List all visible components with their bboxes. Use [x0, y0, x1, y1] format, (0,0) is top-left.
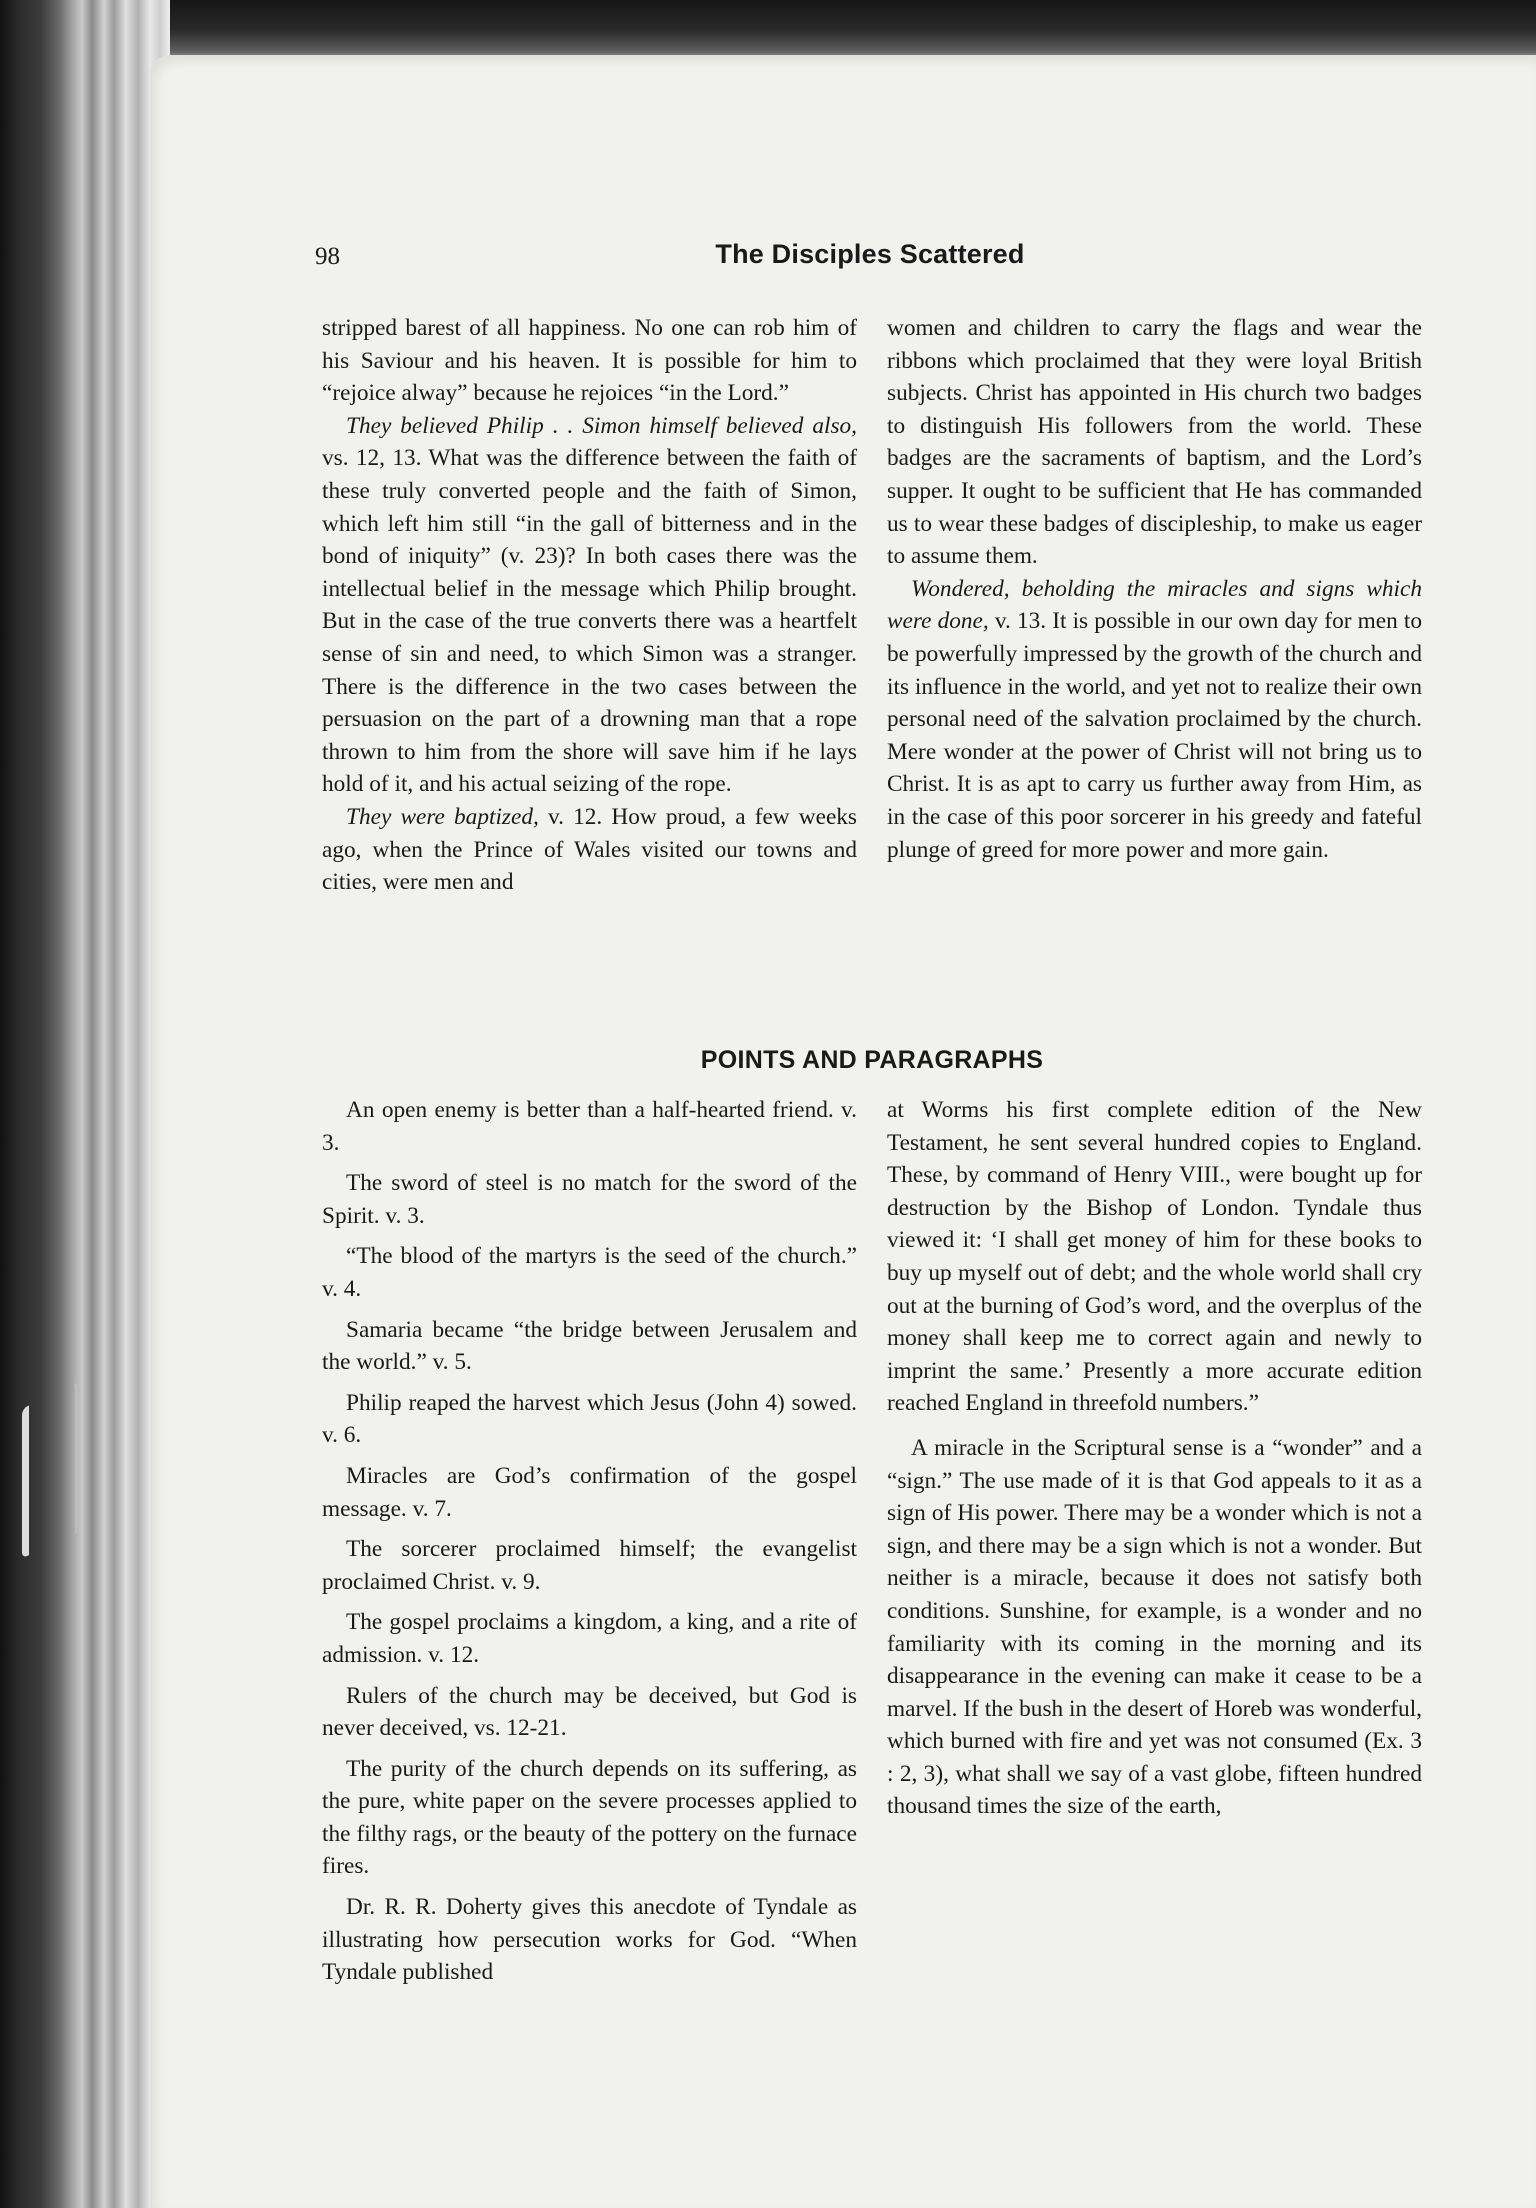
right-column-points	[887, 1094, 1422, 1823]
point-item: Miracles are God’s confirmation of the gospel message. v. 7.	[322, 1462, 857, 1522]
commentary-paragraph	[322, 801, 857, 899]
commentary-paragraph	[887, 573, 1422, 866]
left-column-points	[322, 1094, 857, 1997]
commentary-text: v. 13. It is possible in our own day for men to be powerfully impressed by the growth of the church and its influence in the world, and yet not to realize their own personal need of the salvation proclaimed by the church. Mere wonder at the power of Christ will not bring us to Christ. It is as apt to carry us further away from Him, as in the case of this poor sorcerer in his greedy and fateful plunge of greed for more power and more gain.	[887, 608, 1423, 863]
page-number: 98	[315, 243, 340, 270]
point-item: Rulers of the church may be deceived, but God is never deceived, vs. 12-21.	[322, 1682, 857, 1742]
section-heading: POINTS AND PARAGRAPHS	[700, 1046, 1044, 1074]
running-title: The Disciples Scattered	[715, 239, 1025, 269]
point-item: The gospel proclaims a kingdom, a king, and a rite of admission. v. 12.	[322, 1609, 857, 1668]
point-item: Dr. R. R. Doherty gives this anecdote of Tyndale as illustrating how persecution works for God. “When Tyndale published	[322, 1894, 857, 1986]
point-item: An open enemy is better than a half-hearted friend. v. 3.	[322, 1097, 857, 1156]
scripture-lead: Wondered, beholding the miracles and signs which were done,	[887, 575, 1422, 635]
book-page-edges	[0, 0, 170, 2208]
scripture-lead: They were baptized,	[346, 803, 539, 830]
commentary-text: vs. 12, 13. What was the difference between the faith of these truly converted people and the faith of Simon, which left him still “in the gall of bitterness and in the bond of iniquity” (v. 23)? In both cases there was the intellectual belief in the message which Philip brought. But in the case of the true converts there was a heartfelt sense of sin and need, to which Simon was a stranger. There is the difference in the two cases between the persuasion on the part of a drowning man that a rope thrown to him from the shore will save him if he lays hold of it, and his actual seizing of the rope.	[322, 445, 857, 798]
point-item: Philip reaped the harvest which Jesus (John 4) sowed. v. 6.	[322, 1389, 857, 1449]
left-column-commentary	[322, 312, 857, 899]
commentary-paragraph: women and children to carry the flags and wear the ribbons which proclaimed that they were loyal British subjects. Christ has appointed in His church two badges to distinguish His followers from the world. These badges are the sacraments of baptism, and the Lord’s supper. It ought to be sufficient that He has commanded us to wear these badges of discipleship, to make us eager to assume them.	[887, 315, 1422, 570]
point-item: The sword of steel is no match for the sword of the Spirit. v. 3.	[322, 1170, 857, 1229]
point-item: The purity of the church depends on its suffering, as the pure, white paper on the severe processes applied to the filthy rags, or the beauty of the pottery on the furnace fires.	[322, 1755, 857, 1880]
anecdote-continuation: at Worms his first complete edition of the New Testament, he sent several hundred copies to England. These, by command of Henry VIII., were bought up for destruction by the Bishop of London. Tyndale thus viewed it: ‘I shall get money of him for these books to buy up myself out of debt; and the whole world shall cry out at the burning of God’s word, and the overplus of the money shall keep me to correct again and newly to imprint the same.’ Presently a more accurate edition reached England in threefold numbers.”	[887, 1097, 1422, 1417]
point-item: “The blood of the martyrs is the seed of the church.” v. 4.	[322, 1243, 857, 1302]
commentary-paragraph: stripped barest of all happiness. No one can rob him of his Saviour and his heaven. It is possible for him to “rejoice alway” because he rejoices “in the Lord.”	[322, 315, 857, 407]
point-item: Samaria became “the bridge between Jerusalem and the world.” v. 5.	[322, 1316, 857, 1376]
commentary-text: v. 12. How proud, a few weeks ago, when the Prince of Wales visited our towns and cities, were men and	[322, 803, 857, 896]
page-header	[315, 239, 1425, 277]
point-item: A miracle in the Scriptural sense is a “wonder” and a “sign.” The use made of it is that God appeals to it as a sign of His power. There may be a wonder which is not a sign, and there may be a sign which is not a wonder. But neither is a miracle, because it does not satisfy both conditions. Sunshine, for example, is a wonder and no familiarity with its coming in the morning and its disappearance in the evening can make it cease to be a marvel. If the bush in the desert of Horeb was wonderful, which burned with fire and yet was not consumed (Ex. 3 : 2, 3), what shall we say of a vast globe, fifteen hundred thousand times the size of the earth,	[887, 1434, 1422, 1820]
right-column-commentary	[887, 312, 1422, 866]
point-item: The sorcerer proclaimed himself; the evangelist proclaimed Christ. v. 9.	[322, 1536, 857, 1595]
commentary-paragraph	[322, 410, 857, 801]
scripture-lead: They believed Philip . . Simon himself believed also,	[346, 412, 857, 439]
bookmark-cord	[22, 1381, 80, 1558]
